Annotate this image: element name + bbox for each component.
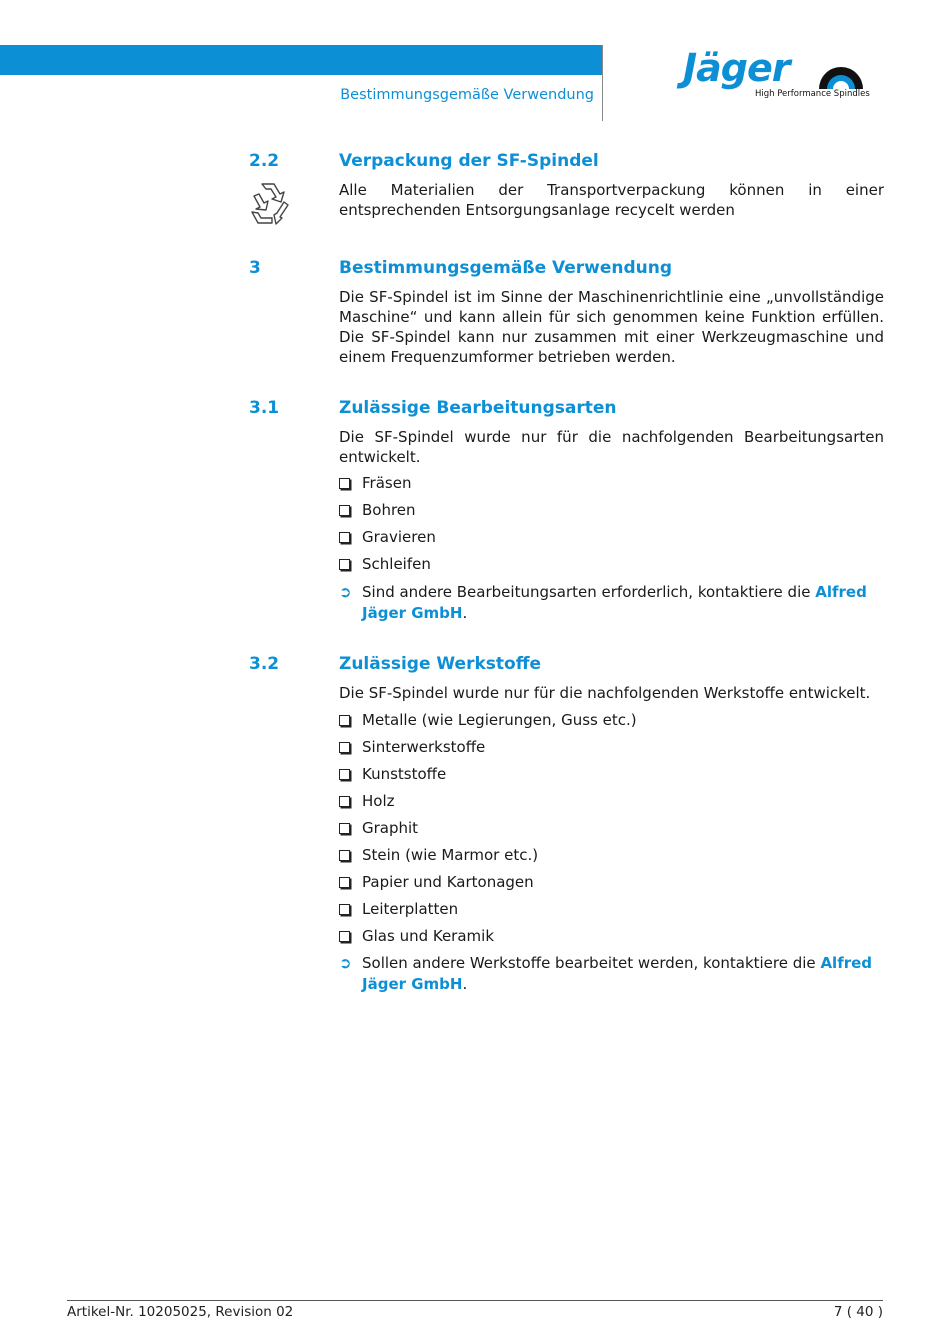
header-section-title: Bestimmungsgemäße Verwendung [340,87,594,103]
logo-wordmark: Jäger [683,46,790,90]
footer-divider [67,1300,883,1301]
list-item: Bohren [339,500,416,520]
checkbox-bullet-icon [339,478,350,489]
list-item: Fräsen [339,473,411,493]
logo-tagline: High Performance Spindles [755,89,870,99]
list-item: Stein (wie Marmor etc.) [339,845,538,865]
section-text-3: Die SF-Spindel ist im Sinne der Maschinenrichtlinie eine „unvollständige Maschine“ und kann allein für sich genommen keine Funktion erfüllen. Die SF-Spindel kann nur zusammen mit einer Werkzeugmaschine und einem Frequenzumformer betrieben werden. [339,288,884,366]
checkbox-bullet-icon [339,769,350,780]
list-item: Schleifen [339,554,431,574]
section-intro-3-1: Die SF-Spindel wurde nur für die nachfolgenden Bearbeitungsarten entwickelt. [339,428,884,466]
section-number-2-2: 2.2 [249,151,280,171]
checkbox-bullet-icon [339,715,350,726]
list-item: Leiterplatten [339,899,458,919]
note-3-2: ➲ Sollen andere Werkstoffe bearbeitet werden, kontaktiere die Alfred Jäger GmbH. [339,954,873,993]
logo-arc-icon [817,64,865,90]
footer-page-number: 7 ( 40 ) [833,1304,883,1320]
section-number-3-2: 3.2 [249,654,280,674]
arrow-right-icon: ➲ [339,954,352,972]
section-text-2-2: Alle Materialien der Transportverpackung können in einer entsprechenden Entsorgungsanlage recycelt werden [339,181,884,219]
header-divider [602,45,603,121]
checkbox-bullet-icon [339,850,350,861]
section-title-2-2: Verpackung der SF-Spindel [339,151,599,171]
checkbox-bullet-icon [339,931,350,942]
list-item: Papier und Kartonagen [339,872,534,892]
section-title-3-1: Zulässige Bearbeitungsarten [339,398,617,418]
checkbox-bullet-icon [339,559,350,570]
arrow-right-icon: ➲ [339,583,352,601]
list-item: Glas und Keramik [339,926,494,946]
checkbox-bullet-icon [339,796,350,807]
footer-article-number: Artikel-Nr. 10205025, Revision 02 [67,1304,294,1320]
jaeger-logo [683,46,873,102]
section-title-3: Bestimmungsgemäße Verwendung [339,258,673,278]
list-item: Holz [339,791,395,811]
section-intro-3-2: Die SF-Spindel wurde nur für die nachfolgenden Werkstoffe entwickelt. [339,684,871,702]
note-3-1: ➲ Sind andere Bearbeitungsarten erforderlich, kontaktiere die Alfred Jäger GmbH. [339,583,867,622]
list-item: Sinterwerkstoffe [339,737,485,757]
header-bar [0,45,603,75]
list-item: Kunststoffe [339,764,446,784]
checkbox-bullet-icon [339,877,350,888]
checkbox-bullet-icon [339,532,350,543]
checkbox-bullet-icon [339,823,350,834]
checkbox-bullet-icon [339,904,350,915]
checkbox-bullet-icon [339,742,350,753]
section-number-3-1: 3.1 [249,398,280,418]
company-name: Alfred Jäger GmbH [362,583,867,622]
list-item: Metalle (wie Legierungen, Guss etc.) [339,710,637,730]
list-item: Gravieren [339,527,436,547]
list-item: Graphit [339,818,418,838]
recycle-icon [246,180,294,226]
section-number-3: 3 [249,258,261,278]
section-title-3-2: Zulässige Werkstoffe [339,654,541,674]
checkbox-bullet-icon [339,505,350,516]
company-name: Alfred Jäger GmbH [362,954,873,993]
